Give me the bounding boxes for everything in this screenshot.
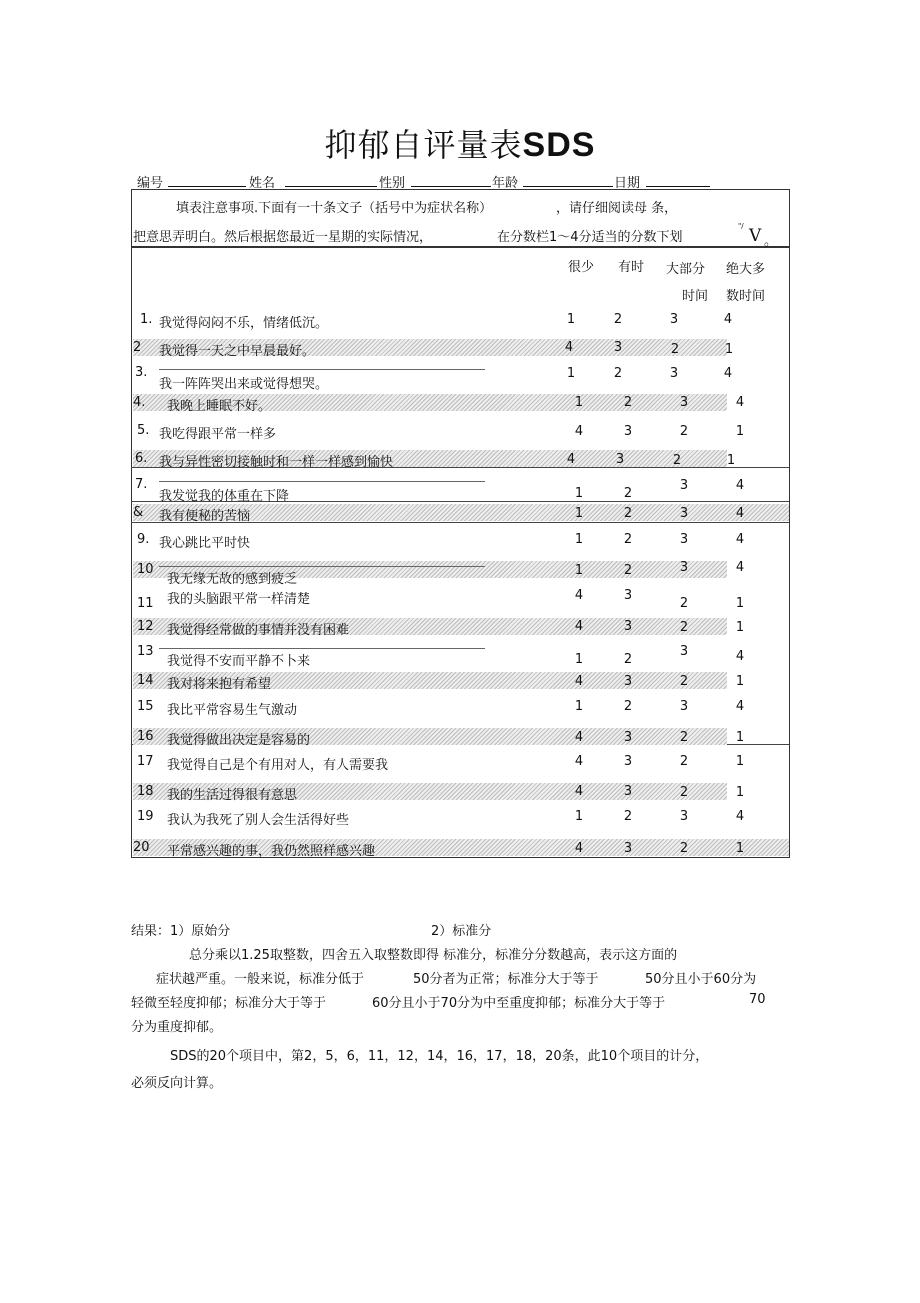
score-option[interactable]: 1	[726, 453, 736, 468]
score-option[interactable]: 1	[735, 674, 745, 689]
item-text: 我无缘无故的感到疲乏	[167, 572, 298, 587]
score-option[interactable]: 4	[574, 841, 584, 856]
item-number: 11	[137, 596, 154, 611]
item-text: 我与异性密切接触时和一样一样感到愉快	[159, 455, 394, 470]
item-number: 15	[137, 699, 154, 714]
item-number: 12	[137, 619, 154, 634]
item-text: 我觉得闷闷不乐，情绪低沉。	[159, 316, 329, 331]
score-option[interactable]: 3	[623, 754, 633, 769]
item-number: 6.	[135, 451, 148, 466]
score-option[interactable]: 4	[723, 366, 733, 381]
score-option[interactable]: 1	[574, 506, 584, 521]
score-option[interactable]: 4	[574, 784, 584, 799]
row-rule	[159, 566, 485, 567]
instructions-line2-end: 在分数栏1～4分适当的分数下划	[497, 230, 683, 245]
score-option[interactable]: 3	[623, 730, 633, 745]
score-option[interactable]: 4	[574, 619, 584, 634]
field-id-label: 编号	[137, 176, 164, 191]
score-option[interactable]: 3	[679, 395, 689, 410]
item-text: 我觉得不安而平静不卜来	[167, 654, 311, 669]
item-text: 我的头脑跟平常一样清楚	[167, 592, 311, 607]
score-option[interactable]: 3	[679, 506, 689, 521]
score-option[interactable]: 4	[574, 730, 584, 745]
field-gender-label: 性别	[379, 176, 406, 191]
item-text: 平常感兴趣的事，我仍然照样感兴趣	[167, 844, 376, 859]
instructions-line1: 填表注意事项.下面有一十条文子（括号中为症状名称）	[176, 201, 493, 216]
header-always-2: 数时间	[726, 289, 766, 304]
item-number: 16	[137, 729, 154, 744]
score-option[interactable]: 1	[724, 342, 734, 357]
score-option[interactable]: 4	[735, 478, 745, 493]
item-text: 我觉得经常做的事情并没有困难	[167, 623, 350, 638]
score-option[interactable]: 2	[623, 652, 633, 667]
item-number: 4.	[133, 395, 146, 410]
item-text: 我一阵阵哭出来或觉得想哭。	[159, 377, 329, 392]
header-rarely: 很少	[568, 260, 595, 275]
item-text: 我觉得一天之中早晨最好。	[159, 344, 316, 359]
page-title: 抑郁自评量表SDS	[324, 126, 596, 164]
item-number: 3.	[135, 365, 148, 380]
score-option[interactable]: 3	[623, 588, 633, 603]
score-option[interactable]: 2	[679, 841, 689, 856]
instructions-line2: 把意思弄明白。然后根据您最近一星期的实际情况，	[133, 230, 433, 245]
score-option[interactable]: 3	[613, 340, 623, 355]
score-option[interactable]: 3	[615, 452, 625, 467]
score-option[interactable]: 1	[566, 366, 576, 381]
score-option[interactable]: 2	[623, 563, 633, 578]
score-option[interactable]: 2	[623, 699, 633, 714]
header-sometimes: 有时	[618, 260, 645, 275]
item-number: 1.	[140, 312, 153, 327]
item-number: 2	[133, 340, 142, 355]
score-option[interactable]: 3	[679, 644, 689, 659]
score-option[interactable]: 4	[574, 588, 584, 603]
row-rule	[159, 369, 485, 370]
score-option[interactable]: 4	[564, 340, 574, 355]
result-standard-score: 2）标准分	[431, 924, 492, 939]
score-option[interactable]: 2	[623, 809, 633, 824]
result-raw-score: 结果：1）原始分	[131, 924, 231, 939]
score-option[interactable]: 4	[735, 532, 745, 547]
score-option[interactable]: 3	[669, 312, 679, 327]
score-option[interactable]: 1	[574, 395, 584, 410]
field-date-label: 日期	[614, 176, 641, 191]
score-option[interactable]: 3	[623, 674, 633, 689]
item-text: 我发觉我的体重在下降	[159, 489, 290, 504]
score-option[interactable]: 1	[574, 809, 584, 824]
score-option[interactable]: 1	[735, 424, 745, 439]
item-number: &	[133, 505, 144, 520]
score-option[interactable]: 2	[679, 785, 689, 800]
score-option[interactable]: 3	[679, 809, 689, 824]
row-rule	[159, 481, 485, 482]
score-option[interactable]: 3	[679, 532, 689, 547]
item-number: 19	[137, 809, 154, 824]
score-option[interactable]: 1	[735, 596, 745, 611]
item-number: 13	[137, 644, 154, 659]
check-mark: V	[749, 226, 762, 246]
score-option[interactable]: 4	[566, 452, 576, 467]
score-option[interactable]: 2	[623, 395, 633, 410]
item-text: 我的生活过得很有意思	[167, 788, 298, 803]
score-option[interactable]: 4	[735, 699, 745, 714]
result-paragraph-line3a: 轻微至轻度抑郁；标准分大于等于	[131, 996, 327, 1011]
item-text: 我觉得做出决定是容易的	[167, 733, 311, 748]
score-option[interactable]: 4	[735, 506, 745, 521]
item-number: 17	[137, 754, 154, 769]
item-text: 我晚上睡眠不好。	[167, 399, 272, 414]
result-paragraph-line3c: 70	[749, 992, 766, 1007]
score-option[interactable]: 3	[623, 784, 633, 799]
header-mostly-2: 时间	[682, 289, 709, 304]
header-always-1: 绝大多	[726, 262, 766, 277]
score-option[interactable]: 1	[574, 532, 584, 547]
score-option[interactable]: 2	[679, 424, 689, 439]
score-option[interactable]: 1	[735, 754, 745, 769]
score-option[interactable]: 1	[735, 620, 745, 635]
instructions-line1-end: ，请仔细阅读母 条，	[556, 201, 678, 216]
result-paragraph-line2c: 50分且小于60分为	[645, 972, 757, 987]
result-paragraph-line1: 总分乘以1.25取整数，四舍五入取整数即得 标准分，标准分分数越高，表示这方面的	[189, 948, 678, 963]
score-option[interactable]: 2	[679, 596, 689, 611]
score-option[interactable]: 3	[679, 699, 689, 714]
field-name-label: 姓名	[249, 176, 276, 191]
score-option[interactable]: 2	[613, 366, 623, 381]
score-option[interactable]: 3	[679, 560, 689, 575]
instructions-period: 。	[764, 234, 778, 249]
score-option[interactable]: 2	[679, 754, 689, 769]
row-rule	[159, 648, 485, 649]
item-text: 我觉得自己是个有用对人，有人需要我	[167, 758, 389, 773]
score-option[interactable]: 1	[574, 699, 584, 714]
score-option[interactable]: 2	[623, 486, 633, 501]
score-option[interactable]: 4	[735, 560, 745, 575]
item-text: 我吃得跟平常一样多	[159, 427, 277, 442]
item-text: 我认为我死了别人会生活得好些	[167, 813, 350, 828]
field-age-label: 年龄	[492, 176, 519, 191]
result-paragraph-line2a: 症状越严重。一般来说，标准分低于	[156, 972, 365, 987]
score-option[interactable]: 1	[735, 730, 745, 745]
item-number: 20	[133, 840, 150, 855]
item-number: 18	[137, 784, 154, 799]
score-option[interactable]: 4	[574, 754, 584, 769]
score-option[interactable]: 1	[574, 563, 584, 578]
score-option[interactable]: 1	[735, 841, 745, 856]
score-option[interactable]: 4	[574, 424, 584, 439]
score-option[interactable]: 2	[679, 620, 689, 635]
header-mostly-1: 大部分	[666, 262, 706, 277]
score-option[interactable]: 1	[574, 652, 584, 667]
result-paragraph-line4: 分为重度抑郁。	[131, 1020, 223, 1035]
score-option[interactable]: 4	[735, 809, 745, 824]
item-number: 5.	[137, 423, 150, 438]
reverse-scoring-note-line1: SDS的20个项目中，第2，5，6，11，12，14，16，17，18，20条，此10个项目的计分，	[170, 1049, 709, 1064]
score-option[interactable]: 3	[623, 619, 633, 634]
item-text: 我比平常容易生气激动	[167, 703, 298, 718]
item-text: 我有便秘的苦恼	[159, 509, 251, 524]
item-number: 14	[137, 673, 154, 688]
item-number: 7.	[135, 477, 148, 492]
score-option[interactable]: 3	[679, 478, 689, 493]
score-option[interactable]: 2	[623, 506, 633, 521]
result-paragraph-line3b: 60分且小于70分为中至重度抑郁；标准分大于等于	[372, 996, 666, 1011]
item-text: 我心跳比平时快	[159, 536, 251, 551]
score-option[interactable]: 2	[679, 674, 689, 689]
check-mark-quote: "/	[738, 222, 744, 230]
score-option[interactable]: 2	[670, 342, 680, 357]
score-option[interactable]: 1	[735, 785, 745, 800]
score-option[interactable]: 3	[669, 366, 679, 381]
item-number: 9.	[137, 532, 150, 547]
item-text: 我对将来抱有希望	[167, 677, 272, 692]
score-option[interactable]: 4	[574, 674, 584, 689]
score-option[interactable]: 1	[574, 486, 584, 501]
result-paragraph-line2b: 50分者为正常；标准分大于等于	[413, 972, 599, 987]
score-option[interactable]: 4	[723, 312, 733, 327]
score-option[interactable]: 4	[735, 395, 745, 410]
reverse-scoring-note-line2: 必须反向计算。	[131, 1076, 223, 1091]
score-option[interactable]: 2	[679, 730, 689, 745]
score-option[interactable]: 3	[623, 424, 633, 439]
score-option[interactable]: 2	[672, 453, 682, 468]
item-number: 10	[137, 562, 154, 577]
score-option[interactable]: 3	[623, 841, 633, 856]
score-option[interactable]: 4	[735, 649, 745, 664]
score-option[interactable]: 2	[613, 312, 623, 327]
score-option[interactable]: 2	[623, 532, 633, 547]
score-option[interactable]: 1	[566, 312, 576, 327]
